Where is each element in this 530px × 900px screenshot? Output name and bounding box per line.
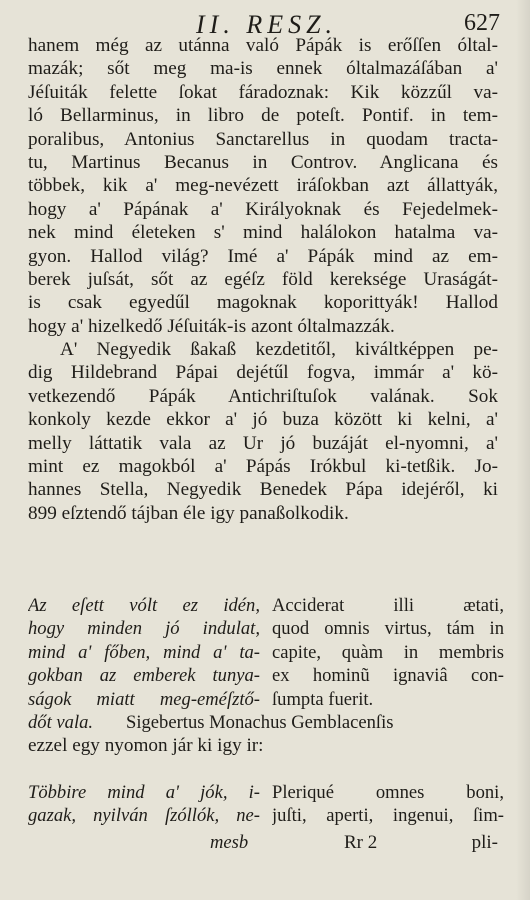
hungarian-quote-line: Többire mind a' jók, i- bbox=[28, 782, 260, 803]
text-line: berek juſsát, sőt az egéſz föld kereksége Uraságát- bbox=[28, 268, 498, 290]
parallel-quote-1 bbox=[28, 594, 504, 758]
latin-quote-line: Pleriqué omnes boni, bbox=[272, 782, 504, 803]
text-line: mint ez magokból a' Pápás Irókbul ki-tetßik. Jo- bbox=[28, 456, 498, 478]
page-footer bbox=[28, 832, 504, 858]
text-line: többek, kik a' meg-nevézett iráſokban azt állattyák, bbox=[28, 175, 498, 197]
latin-quote-line: Acciderat illi ætati, bbox=[272, 595, 504, 616]
latin-quote-line: capite, quàm in membris bbox=[272, 641, 504, 663]
quote-row bbox=[28, 711, 504, 734]
continuation-text: Sigebertus Monachus Gemblacenſis bbox=[126, 711, 394, 733]
hungarian-quote-line: hogy minden jó indulat, bbox=[28, 618, 260, 640]
quote-row bbox=[28, 804, 504, 827]
parallel-quote-2 bbox=[28, 781, 504, 828]
latin-quote-line: juſti, aperti, ingenui, ſim- bbox=[272, 805, 504, 827]
quote-row bbox=[28, 688, 504, 711]
left-column-catchword: mesb bbox=[210, 832, 249, 853]
text-line: ló Bellarminus, in libro de poteſt. Pontif. in tem- bbox=[28, 105, 498, 127]
hungarian-quote-line: gazak, nyilván ſzóllók, ne- bbox=[28, 805, 260, 827]
text-line: 899 eſztendő tájban éle igy panaßolkodik. bbox=[28, 502, 349, 524]
text-line: is csak egyedűl magoknak koporittyák! Hallod bbox=[28, 292, 498, 314]
hungarian-quote-line: gokban az emberek tunya- bbox=[28, 665, 260, 687]
page-number: 627 bbox=[464, 10, 500, 36]
text-line: tu, Martinus Becanus in Controv. Anglicana és bbox=[28, 151, 498, 173]
text-line: Jéſuiták felette ſokat fáradoznak: Kik közzűl va- bbox=[28, 81, 498, 103]
text-line: ezzel egy nyomon jár ki igy ir: bbox=[28, 735, 264, 757]
text-line: hogy a' Pápának a' Királyoknak és Fejedelmek- bbox=[28, 198, 498, 220]
text-line: dig Hildebrand Pápai dejétűl fogva, immár a' kö- bbox=[28, 362, 498, 384]
quote-row bbox=[28, 641, 504, 664]
quote-row bbox=[28, 594, 504, 617]
running-head-title: II. RESZ. bbox=[196, 10, 338, 39]
quote-row bbox=[28, 617, 504, 640]
latin-quote-line: ex hominũ ignaviâ con- bbox=[272, 665, 504, 687]
main-text-block bbox=[28, 34, 498, 525]
text-line: nek mind életeken s' mind halálokon hatalma va- bbox=[28, 222, 498, 244]
latin-quote-line: quod omnis virtus, tám in bbox=[272, 618, 504, 640]
hungarian-quote-line: Az eſett vólt ez idén, bbox=[28, 595, 260, 616]
quote-row bbox=[28, 664, 504, 687]
page-edge-shadow bbox=[516, 0, 530, 900]
text-line: hanem még az utánna való Pápák is erőſſen óltal- bbox=[28, 35, 498, 56]
signature-mark: Rr 2 bbox=[344, 832, 378, 853]
text-line: hannes Stella, Negyedik Benedek Pápa idejéről, ki bbox=[28, 479, 498, 501]
latin-quote-line: ſumpta fuerit. bbox=[272, 688, 374, 710]
hungarian-quote-line: ságok miatt meg-eméſztő- bbox=[28, 688, 260, 710]
text-line: gyon. Hallod világ? Imé a' Pápák mind az em- bbox=[28, 245, 498, 267]
paragraph-start-line: A' Negyedik ßakaß kezdetitől, kiváltképpen pe- bbox=[60, 339, 498, 361]
hungarian-quote-line: dőt vala. bbox=[28, 711, 94, 733]
text-line: konkoly kezde ekkor a' jó buza között ki kelni, a' bbox=[28, 409, 498, 431]
text-line: melly láttatik vala az Ur jó buzáját el-nyomni, a' bbox=[28, 432, 498, 454]
quote-row bbox=[28, 781, 504, 804]
text-line: vetkezendő Pápák Antichriſtuſok valának. Sok bbox=[28, 385, 498, 407]
text-line: poralibus, Antonius Sanctarellus in quodam tracta- bbox=[28, 128, 498, 150]
text-line: mazák; sőt meg ma-is ennek óltalmazáſában a' bbox=[28, 58, 498, 80]
text-line: hogy a' hizelkedő Jéſuiták-is azont óltalmazzák. bbox=[28, 315, 395, 337]
hungarian-quote-line: mind a' főben, mind a' ta- bbox=[28, 641, 260, 663]
catchword: pli- bbox=[471, 832, 498, 853]
